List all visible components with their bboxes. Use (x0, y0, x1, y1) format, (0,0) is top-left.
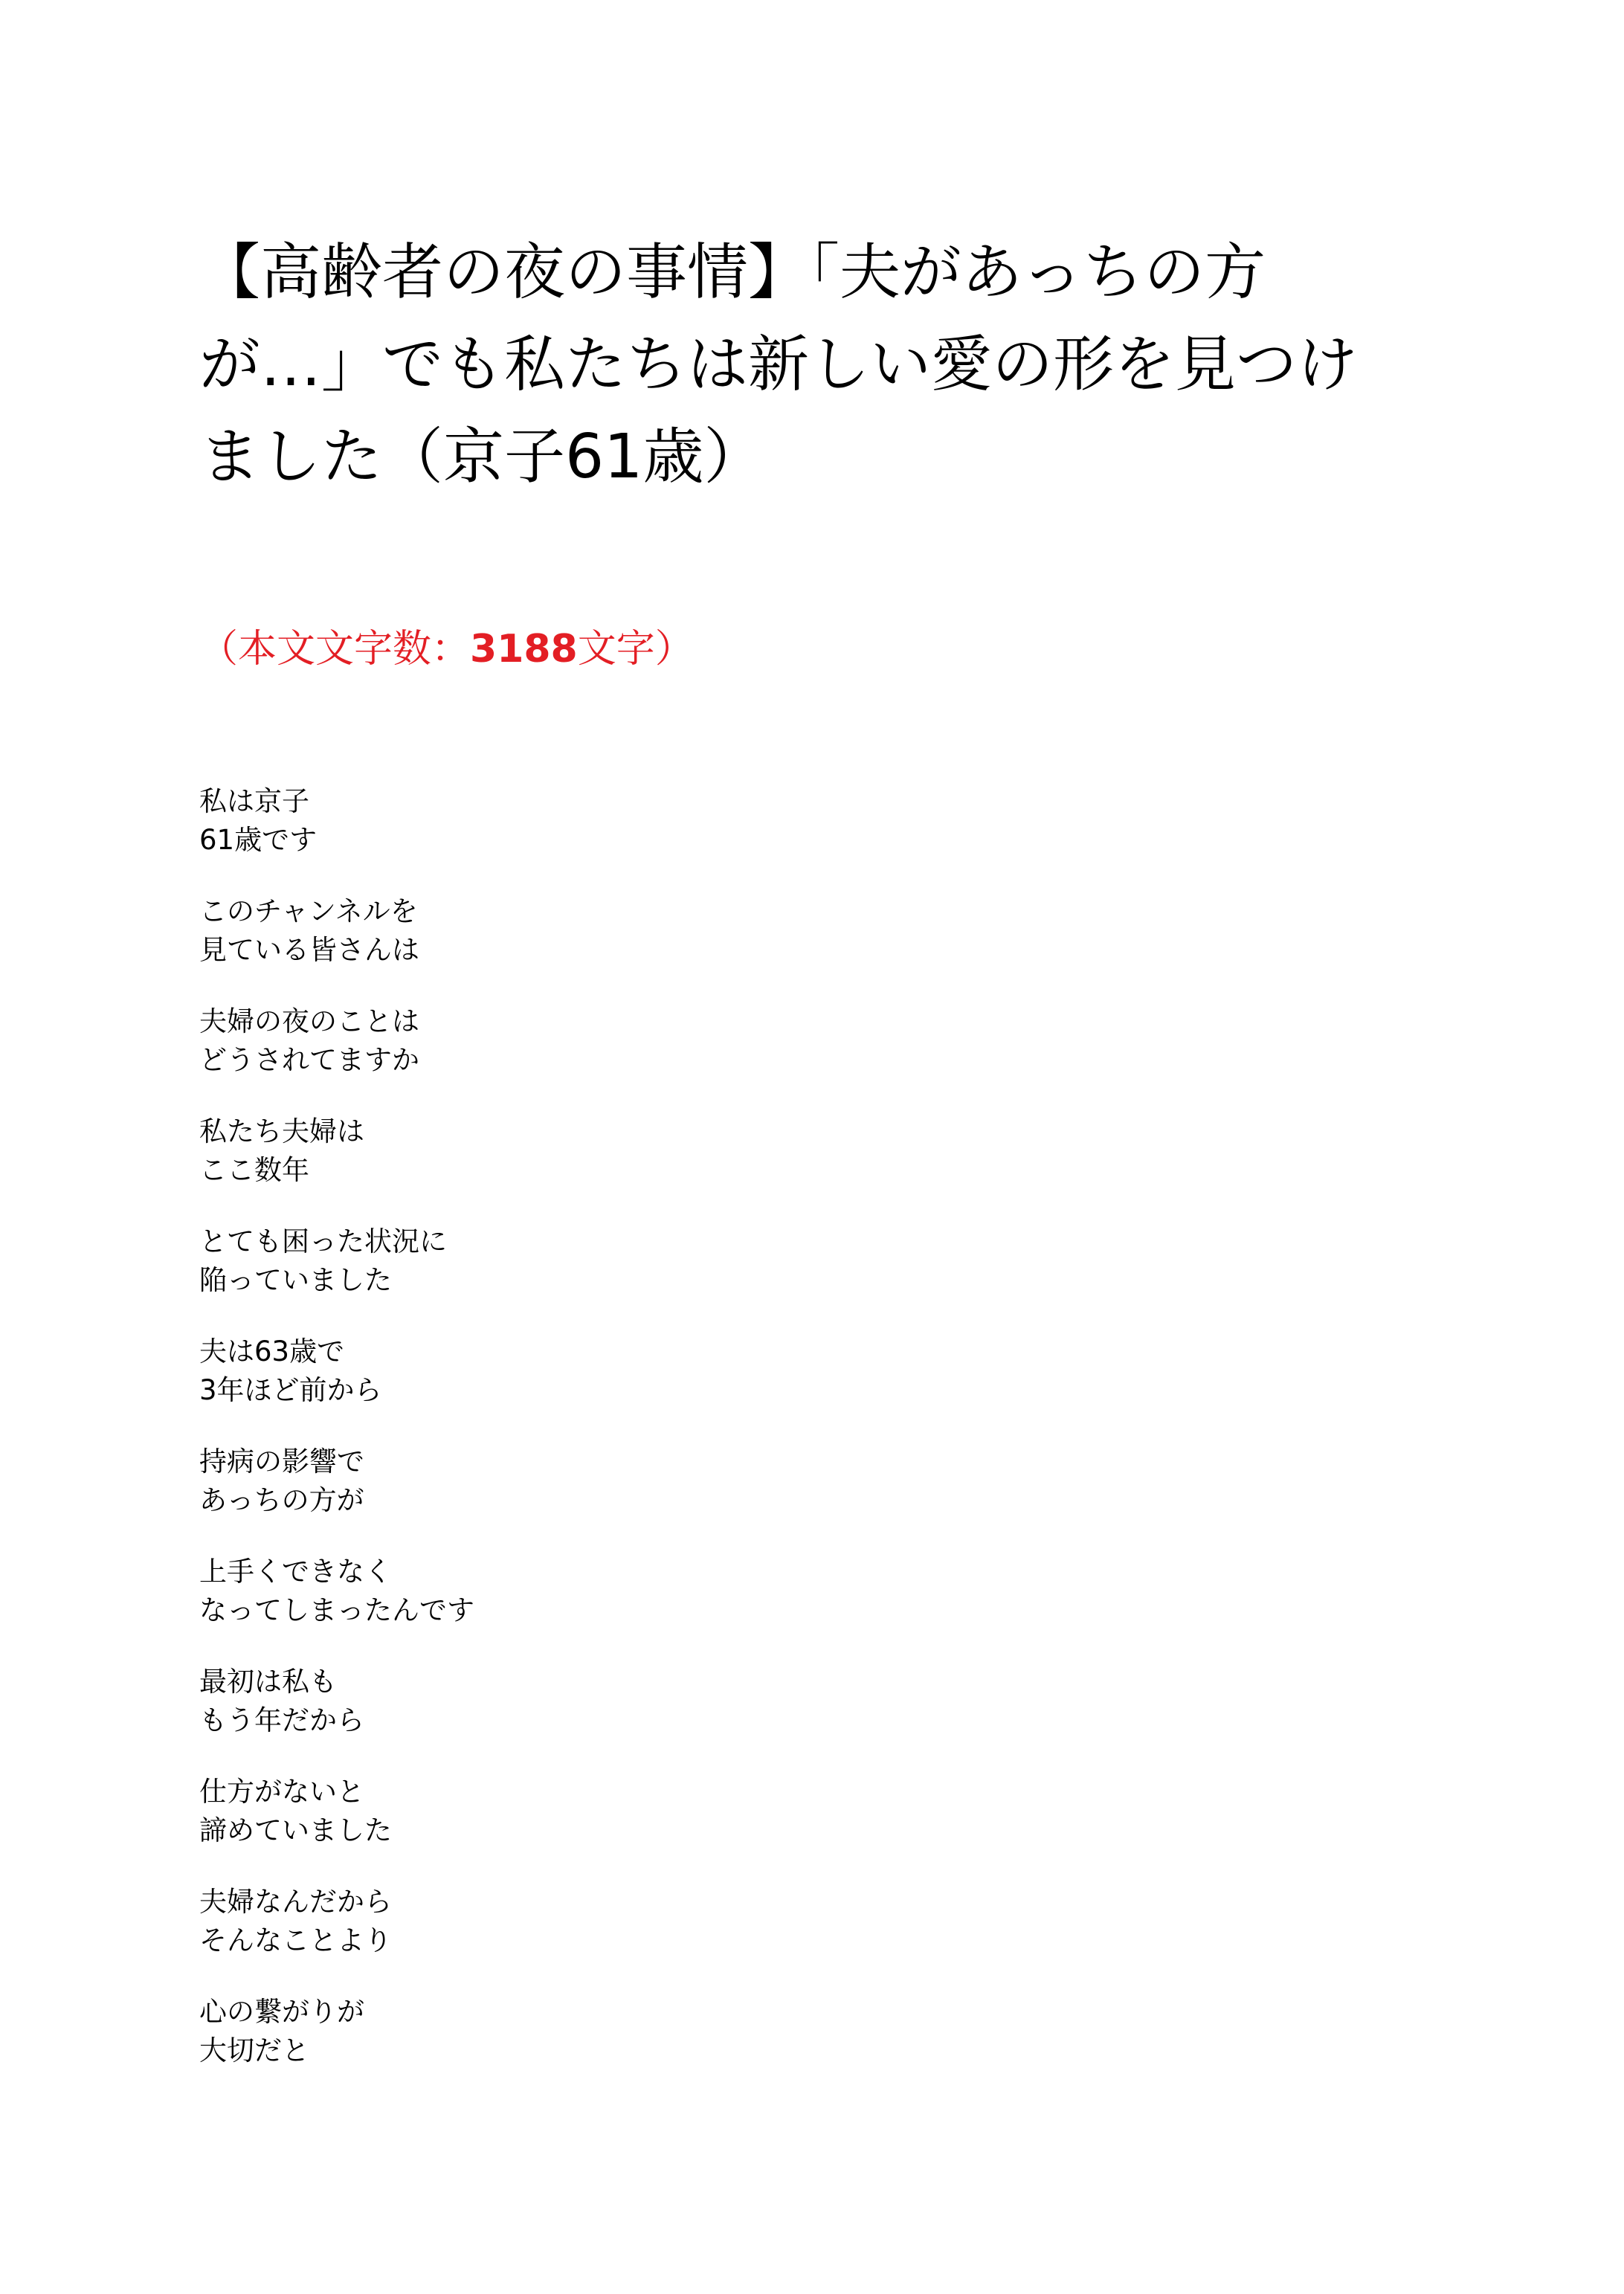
paragraph-line: 仕方がないと (199, 1776, 364, 1808)
paragraph-line: ここ数年 (199, 1154, 309, 1186)
paragraph (199, 1443, 1315, 1520)
paragraph-line: 私たち夫婦は (199, 1115, 364, 1147)
paragraph-line: 61歳です (199, 824, 318, 856)
paragraph-line: 3年ほど前から (199, 1374, 382, 1406)
title-line-2: が…」でも私たちは新しい愛の形を見つけ (199, 329, 1359, 400)
paragraph (199, 782, 1315, 860)
paragraph (199, 1773, 1315, 1850)
paragraph (199, 1993, 1315, 2070)
character-count (199, 623, 694, 675)
paragraph (199, 1112, 1315, 1190)
paragraph-line: 上手くできなく (199, 1556, 392, 1588)
paragraph-line: 心の繋がりが (199, 1996, 364, 2028)
paragraph-line: 夫婦なんだから (199, 1886, 392, 1918)
paragraph (199, 1333, 1315, 1410)
paragraph-line: 持病の影響で (199, 1446, 364, 1478)
paragraph-line: 見ている皆さんは (199, 934, 419, 966)
paragraph (199, 1663, 1315, 1740)
paragraph-line: 陥っていました (199, 1264, 392, 1296)
paragraph (199, 1553, 1315, 1630)
paragraph-line: なってしまったんです (199, 1594, 474, 1626)
character-count-prefix: （本文文字数： (199, 627, 471, 671)
paragraph-line: このチャンネルを (199, 895, 418, 927)
paragraph-line: 夫婦の夜のことは (199, 1005, 419, 1037)
paragraph-line: そんなことより (199, 1924, 392, 1956)
paragraph-line: 諦めていました (199, 1814, 392, 1846)
character-count-number: 3188 (470, 627, 578, 671)
paragraph-line: もう年だから (199, 1704, 364, 1736)
title-line-1: 【高齢者の夜の事情】「夫があっちの方 (199, 237, 1266, 308)
paragraph-line: 私は京子 (199, 785, 309, 817)
paragraph-line: 大切だと (199, 2034, 309, 2066)
character-count-suffix: 文字） (577, 627, 694, 671)
paragraph-line: 最初は私も (199, 1666, 337, 1698)
paragraph-line: とても困った状況に (199, 1225, 447, 1257)
paragraph (199, 1222, 1315, 1300)
paragraph (199, 892, 1315, 970)
paragraph (199, 1002, 1315, 1080)
paragraph (199, 1883, 1315, 1960)
document-title (199, 227, 1463, 503)
title-line-3: ました（京子61歳） (199, 422, 765, 492)
body-text (199, 782, 1315, 2103)
paragraph-line: どうされてますか (199, 1044, 419, 1076)
paragraph-line: あっちの方が (199, 1484, 364, 1516)
paragraph-line: 夫は63歳で (199, 1336, 345, 1367)
